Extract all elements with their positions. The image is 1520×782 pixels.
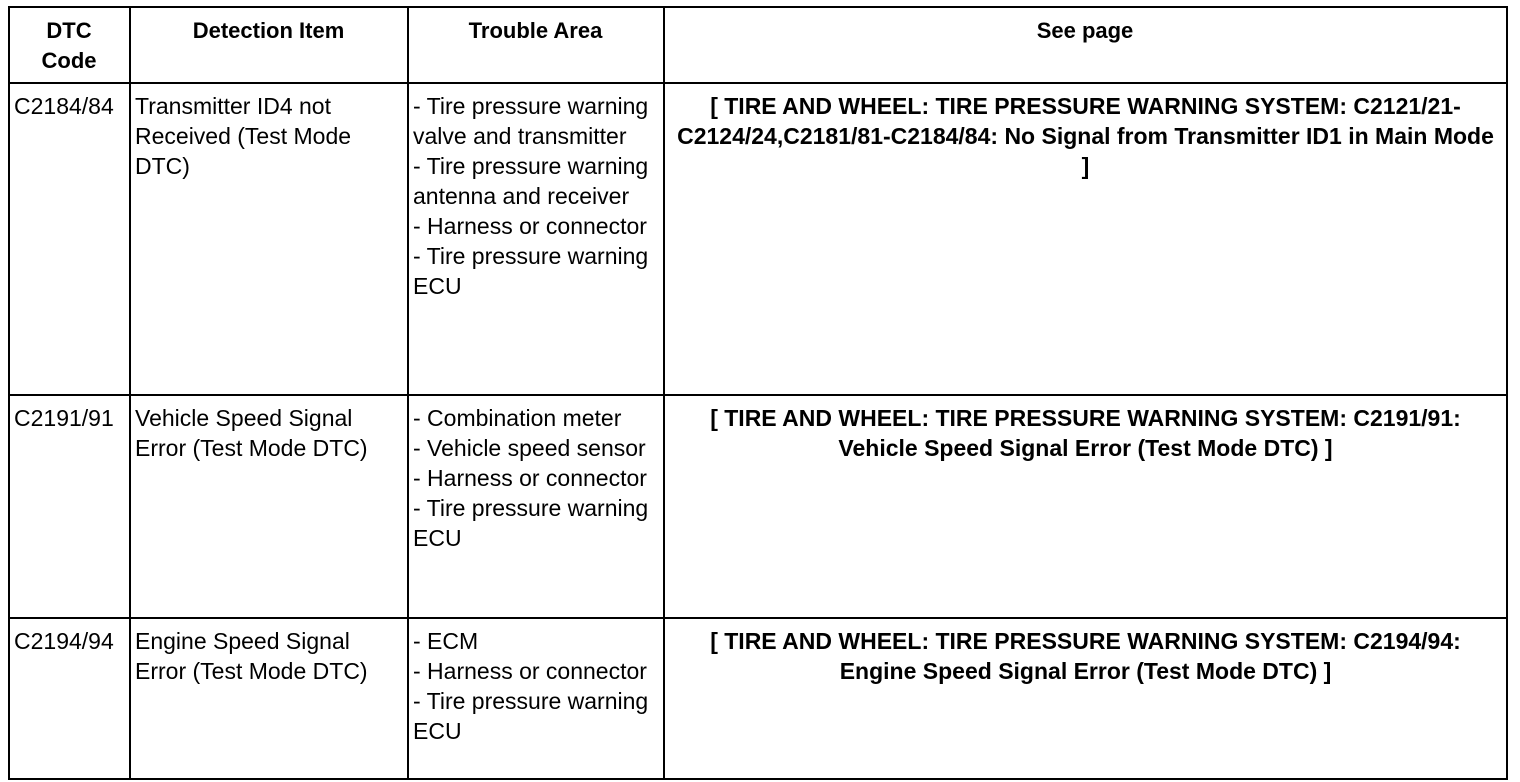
- table-row: [9, 83, 1507, 395]
- detection-item-cell: Vehicle Speed Signal Error (Test Mode DTC): [130, 395, 408, 618]
- trouble-area-cell: [408, 395, 664, 618]
- trouble-area-item: - Tire pressure warning ECU: [413, 243, 649, 299]
- trouble-area-item: - Combination meter: [413, 405, 622, 431]
- header-detection-item: Detection Item: [130, 7, 408, 83]
- table-header-row: [9, 7, 1507, 83]
- see-page-link[interactable]: [ TIRE AND WHEEL: TIRE PRESSURE WARNING SYSTEM: C2191/91: Vehicle Speed Signal Error (Test Mode DTC) ]: [710, 405, 1461, 461]
- see-page-cell: [664, 618, 1507, 779]
- detection-item-cell: Engine Speed Signal Error (Test Mode DTC): [130, 618, 408, 779]
- trouble-area-item: - Tire pressure warning ECU: [413, 495, 649, 551]
- trouble-area-item: - Harness or connector: [413, 658, 647, 684]
- see-page-link[interactable]: [ TIRE AND WHEEL: TIRE PRESSURE WARNING SYSTEM: C2121/21-C2124/24,C2181/81-C2184/84: No Signal from Transmitter ID1 in Main Mode ]: [677, 93, 1494, 179]
- see-page-cell: [664, 395, 1507, 618]
- detection-item-cell: Transmitter ID4 not Received (Test Mode DTC): [130, 83, 408, 395]
- trouble-area-item: - Vehicle speed sensor: [413, 435, 646, 461]
- trouble-area-item: - Harness or connector: [413, 213, 647, 239]
- trouble-area-item: - Tire pressure warning ECU: [413, 688, 649, 744]
- trouble-area-item: - ECM: [413, 628, 479, 654]
- trouble-area-cell: [408, 618, 664, 779]
- header-dtc-code: [9, 7, 130, 83]
- dtc-code-cell: C2184/84: [9, 83, 130, 395]
- header-dtc-code-line: DTC: [46, 18, 92, 43]
- trouble-area-cell: [408, 83, 664, 395]
- see-page-link[interactable]: [ TIRE AND WHEEL: TIRE PRESSURE WARNING SYSTEM: C2194/94: Engine Speed Signal Error (Test Mode DTC) ]: [710, 628, 1461, 684]
- header-trouble-area: Trouble Area: [408, 7, 664, 83]
- header-dtc-code-line: Code: [41, 48, 97, 73]
- see-page-cell: [664, 83, 1507, 395]
- trouble-area-item: - Tire pressure warning valve and transmitter: [413, 93, 649, 149]
- trouble-area-item: - Harness or connector: [413, 465, 647, 491]
- header-see-page: See page: [664, 7, 1507, 83]
- table-row: [9, 395, 1507, 618]
- dtc-code-cell: C2194/94: [9, 618, 130, 779]
- dtc-code-cell: C2191/91: [9, 395, 130, 618]
- dtc-table: [8, 6, 1508, 780]
- table-row: [9, 618, 1507, 779]
- trouble-area-item: - Tire pressure warning antenna and receiver: [413, 153, 649, 209]
